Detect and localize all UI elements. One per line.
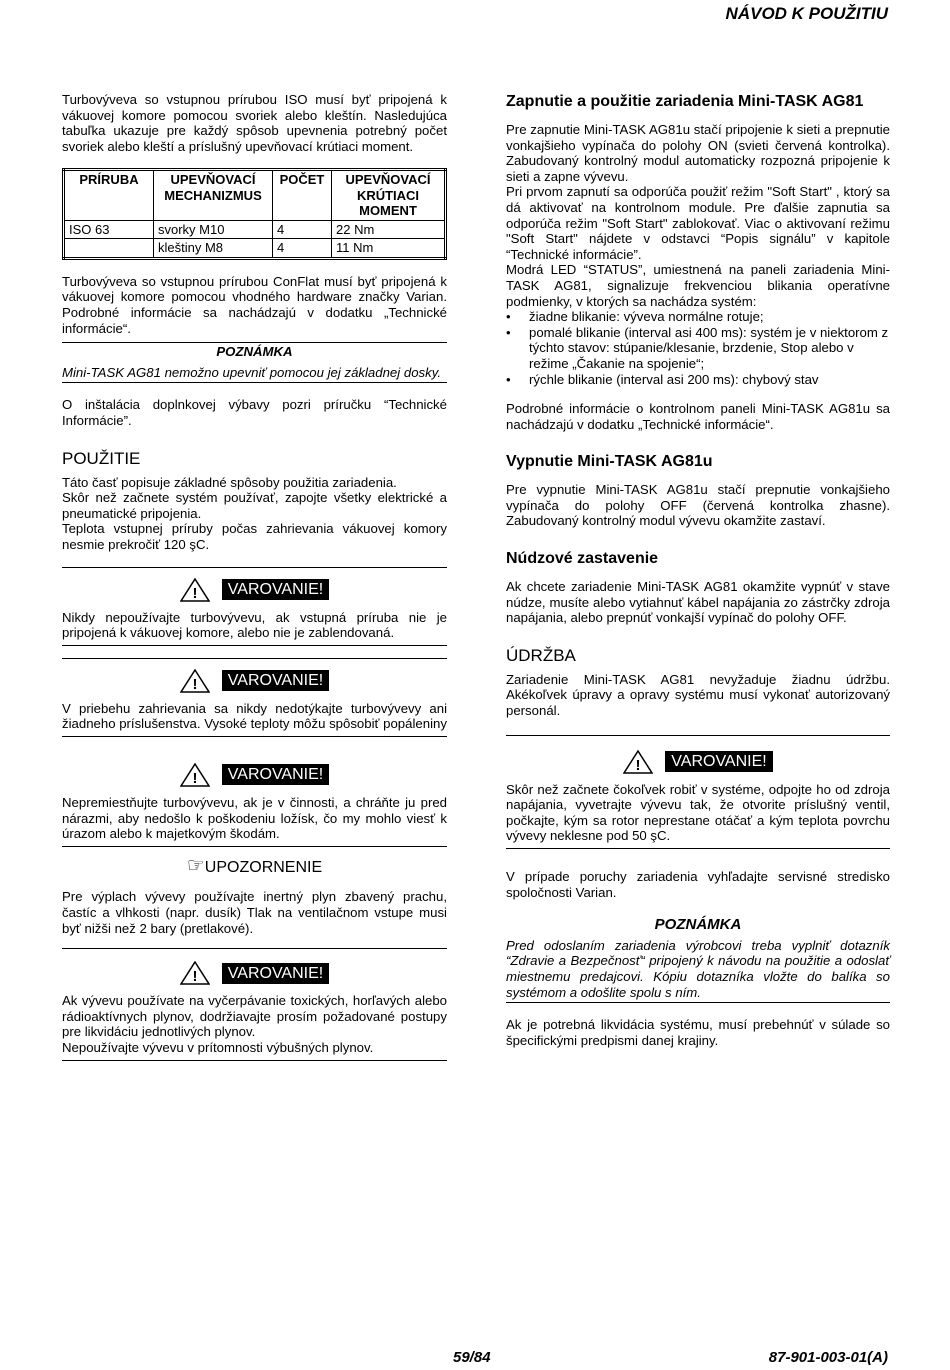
- iso-flange-paragraph: Turbovýveva so vstupnou prírubou ISO musí byť pripojená k vákuovej komore pomocou svoriek alebo kleštín. Nasledujúca tabuľka ukazuje pre každý spôsob upevnenia potrebný počet svoriek alebo kleští a príslušný upevňovací krútiaci moment.: [62, 92, 447, 154]
- table-cell: kleštiny M8: [154, 239, 273, 259]
- warning-label: VAROVANIE!: [222, 670, 329, 691]
- warning-box-2: [62, 658, 447, 737]
- right-column: [506, 92, 890, 1048]
- warning-text-2: V priebehu zahrievania sa nikdy nedotýkajte turbovývevy ani žiadneho príslušenstva. Vysoké teploty môžu spôsobiť popáleniny: [62, 700, 447, 732]
- fastening-table: [62, 168, 447, 260]
- svg-text:!: !: [635, 756, 641, 774]
- svg-text:!: !: [192, 584, 198, 602]
- disposal-paragraph: Ak je potrebná likvidácia systému, musí prebehnúť v súlade so špecifickými predpismi danej krajiny.: [506, 1017, 890, 1048]
- conflat-paragraph: Turbovýveva so vstupnou prírubou ConFlat musí byť pripojená k vákuovej komore pomocou vhodného hardware značky Varian. Podrobné informácie sa nachádzajú v dodatku „Technické informácie“.: [62, 273, 447, 336]
- table-cell: [64, 239, 154, 259]
- maintenance-paragraph: Zariadenie Mini-TASK AG81 nevyžaduje žiadnu údržbu. Akékoľvek úpravy a opravy systému musí vykonať autorizovaný personál.: [506, 671, 890, 719]
- table-row: [64, 239, 446, 259]
- warning-box-3: [62, 749, 447, 847]
- note-box: [62, 342, 447, 383]
- heading-switch-on: Zapnutie a použitie zariadenia Mini-TASK AG81: [506, 93, 864, 110]
- table-cell: 22 Nm: [332, 220, 446, 239]
- note-title: POZNÁMKA: [216, 344, 293, 360]
- caution-text: Pre výplach vývevy používajte inertný plyn zbavený prachu, častíc a vlhkosti (napr. dusík) Tlak na ventilačnom vstupe musi byť nižši než 2 bary (pretlakové).: [62, 889, 447, 936]
- page-number: 59/84: [453, 1349, 491, 1366]
- table-cell: svorky M10: [154, 220, 273, 239]
- status-led-list: [506, 309, 890, 387]
- left-column: [62, 92, 447, 1073]
- switch-on-paragraph-3: Modrá LED “STATUS”, umiestnená na paneli zariadenia Mini-TASK AG81, signalizuje frekvenciou blikania operatívne podmienky, v ktorých sa nachádza systém:: [506, 262, 890, 309]
- table-cell: 4: [273, 239, 332, 259]
- warning-box-maintenance: [506, 735, 890, 849]
- control-panel-paragraph: Podrobné informácie o kontrolnom paneli Mini-TASK AG81u sa nachádzajú v dodatku „Technické informácie“.: [506, 401, 890, 432]
- caution-heading: [62, 854, 447, 877]
- list-item: • rýchle blikanie (interval asi 200 ms): chybový stav: [529, 372, 890, 388]
- table-header: UPEVŇOVACÍ MECHANIZMUS: [154, 170, 273, 221]
- heading-switch-off: Vypnutie Mini-TASK AG81u: [506, 453, 713, 471]
- note-text: Mini-TASK AG81 nemožno upevniť pomocou jej základnej dosky.: [62, 364, 441, 380]
- heading-maintenance: ÚDRŽBA: [506, 645, 576, 665]
- warning-triangle-icon: [180, 961, 210, 985]
- running-header: NÁVOD K POUŽITIU: [725, 4, 888, 23]
- warning-box-4: [62, 948, 447, 1060]
- heading-emergency-stop: Núdzové zastavenie: [506, 550, 659, 568]
- warning-triangle-icon: [180, 669, 210, 693]
- warning-label: VAROVANIE!: [222, 764, 329, 785]
- warning-box-1: [62, 567, 447, 646]
- warning-text-4a: Ak vývevu používate na vyčerpávanie toxických, horľavých alebo rádioaktívnych plynov, dodržiavajte prosím požadované postupy pre likvidáciu jednotlivých plynov.: [62, 993, 447, 1040]
- warning-label: VAROVANIE!: [222, 963, 329, 984]
- table-header: PRÍRUBA: [64, 170, 154, 221]
- warning-text-3: Nepremiestňujte turbovývevu, ak je v činnosti, a chráňte ju pred nárazmi, aby nedošlo k poškodeniu ložísk, čo my mohlo viesť k úrazom alebo k majetkovým škodám.: [62, 794, 447, 842]
- warning-text-4b: Nepoužívajte vývevu v prítomnosti výbušných plynov.: [62, 1039, 374, 1055]
- svg-text:!: !: [192, 675, 198, 693]
- svg-text:!: !: [192, 769, 198, 787]
- warning-triangle-icon: [623, 750, 653, 774]
- section-title-use: POUŽITIE: [62, 448, 141, 468]
- table-cell: ISO 63: [64, 220, 154, 239]
- switch-on-paragraph-1: Pre zapnutie Mini-TASK AG81u stačí pripojenie k sieti a prepnutie vonkajšieho vypínača do polohy ON (svieti červená kontrolka). Zabudovaný kontrolný modul automaticky rozpozná pripojenie k sieti a zapne vývevu.: [506, 122, 890, 184]
- accessories-paragraph: O inštalácia doplnkovej výbavy pozri príručku “Technické Informácie”.: [62, 397, 447, 429]
- table-cell: 4: [273, 220, 332, 239]
- warning-text-maintenance: Skôr než začnete čokoľvek robiť v systéme, odpojte ho od zdroja napájania, vyvetrajte vývevu tak, že otvorite príslušný ventil, počkajte, kým sa rotor neprestane otáčať a kým teplota povrchu vývevy neklesne pod 50 şC.: [506, 781, 890, 844]
- document-number: 87-901-003-01(A): [768, 1349, 888, 1366]
- service-paragraph: V prípade poruchy zariadenia vyhľadajte servisné stredisko spoločnosti Varian.: [506, 869, 890, 900]
- warning-label: VAROVANIE!: [222, 579, 329, 600]
- caution-label: UPOZORNENIE: [204, 858, 323, 876]
- warning-triangle-icon: [180, 763, 210, 787]
- table-header: POČET: [273, 170, 332, 221]
- use-paragraph-1: Táto časť popisuje základné spôsoby použitia zariadenia.: [62, 474, 397, 490]
- list-item: • žiadne blikanie: výveva normálne rotuje;: [529, 309, 890, 325]
- note-box-right: [506, 916, 890, 1003]
- note-text-right: Pred odoslaním zariadenia výrobcovi treba vyplniť dotazník “Zdravie a Bezpečnosť“ pripojený k návodu na použitie a odoslať miestnemu predajcovi. Kópiu dotazníka vložte do balíka so systémom a odošlite spolu s ním.: [506, 937, 890, 1000]
- table-header: UPEVŇOVACÍ KRÚTIACI MOMENT: [332, 170, 446, 221]
- switch-on-paragraph-2: Pri prvom zapnutí sa odporúča použiť režim "Soft Start" , ktorý sa dá aktivovať na kontrolnom module. Pre ďalšie zapnutia sa odporúča režim "Soft Start" zablokovať. Viac o aktivovaní režimu "Soft Start" nájdete v odstavci “Popis signálu” v kapitole “Technické informácie”.: [506, 184, 890, 262]
- pointing-hand-icon: ☞: [186, 854, 205, 877]
- warning-text-1: Nikdy nepoužívajte turbovývevu, ak vstupná príruba nie je pripojená k vákuovej komore, alebo nie je zablendovaná.: [62, 609, 447, 641]
- warning-label: VAROVANIE!: [665, 751, 772, 772]
- table-cell: 11 Nm: [332, 239, 446, 259]
- use-paragraph-3: Teplota vstupnej príruby počas zahrievania vákuovej komory nesmie prekročiť 120 şC.: [62, 521, 447, 552]
- list-item: • pomalé blikanie (interval asi 400 ms): systém je v niektorom z týchto stavov: stúpanie/klesanie, brzdenie, Stop alebo v režime „Čakanie na spojenie“;: [529, 325, 890, 372]
- note-title: POZNÁMKA: [654, 916, 742, 934]
- use-paragraph-2: Skôr než začnete systém používať, zapojte všetky elektrické a pneumatické pripojenia.: [62, 490, 447, 521]
- svg-text:!: !: [192, 968, 198, 986]
- emergency-stop-paragraph: Ak chcete zariadenie Mini-TASK AG81 okamžite vypnúť v stave núdze, musíte alebo vytiahnuť kábel napájania zo zástrčky zdroja napájania, alebo prepnúť vonkajší vypínač do polohy OFF.: [506, 579, 890, 626]
- warning-triangle-icon: [180, 578, 210, 602]
- table-row: [64, 220, 446, 239]
- switch-off-paragraph: Pre vypnutie Mini-TASK AG81u stačí prepnutie vonkajšieho vypínača do polohy OFF (červená kontrolka zhasne). Zabudovaný kontrolný modul vývevu okamžite zastaví.: [506, 482, 890, 529]
